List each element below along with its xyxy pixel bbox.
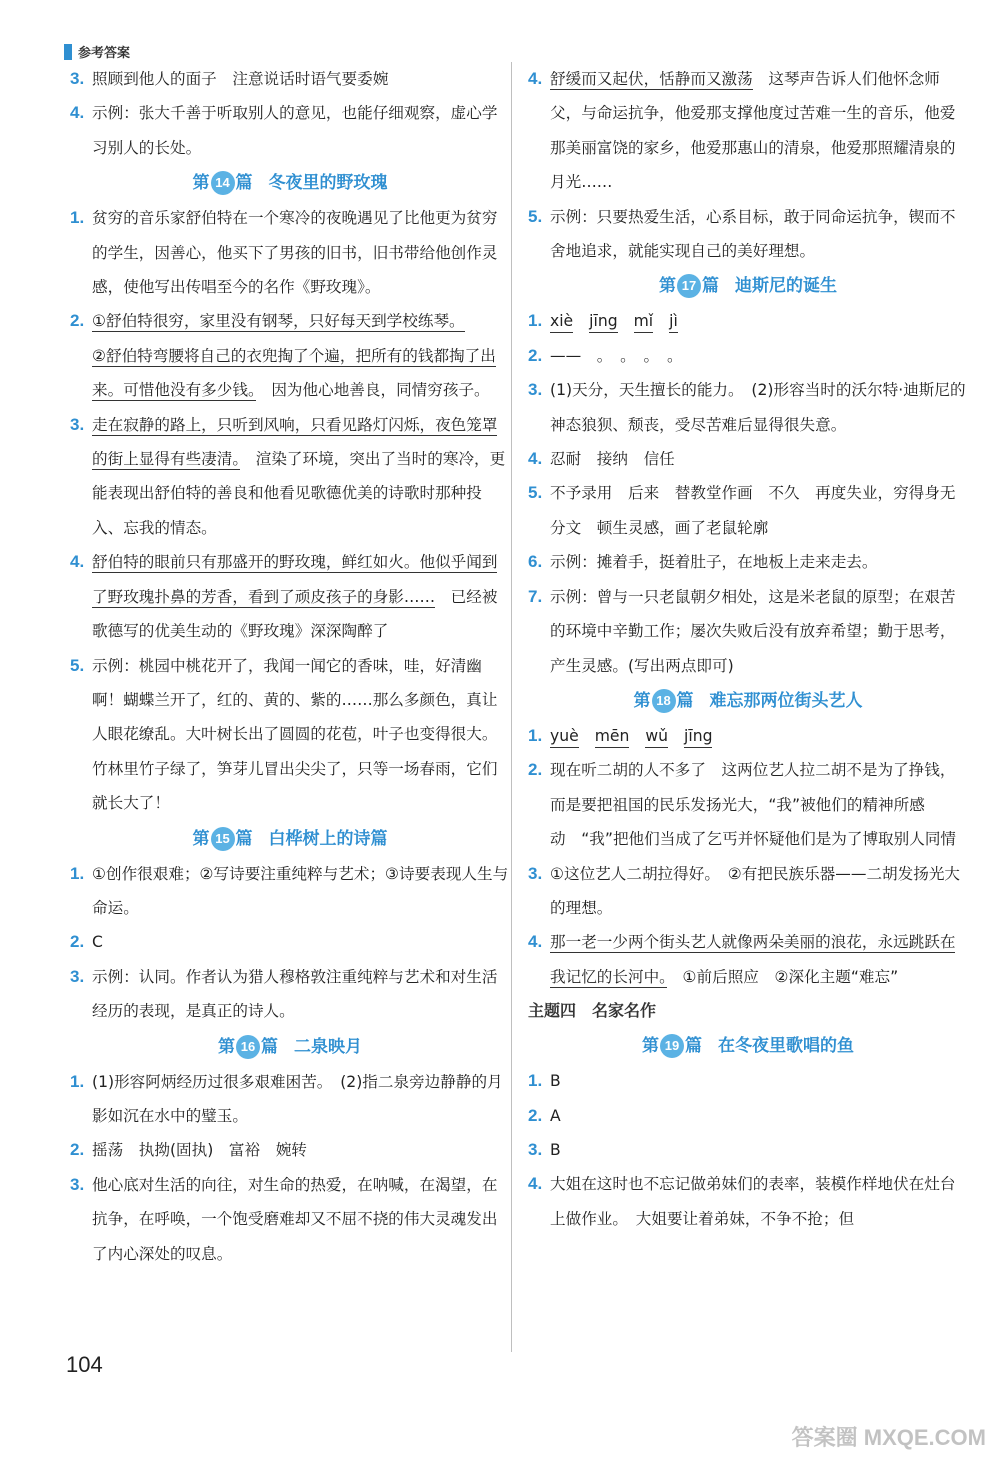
underlined-answer: ①舒伯特很穷，家里没有钢琴，只好每天到学校练琴。 <box>92 312 465 331</box>
theme-label: 主题四 <box>528 1001 577 1021</box>
underlined-answer: 舒缓而又起伏，恬静而又激荡 <box>550 70 753 88</box>
pinyin-answers <box>550 304 968 338</box>
underlined-answer: 走在寂静的路上，只听到风响，只看见路灯闪烁，夜色笼罩的街上显得有些凄清。 <box>92 415 498 469</box>
answer-text: B <box>550 1140 561 1159</box>
answer-text: 忍耐 接纳 信任 <box>550 450 675 469</box>
answer-text: ①创作很艰难；②写诗要注重纯粹与艺术；③诗要表现人生与命运。 <box>92 864 509 917</box>
pinyin-answers <box>550 719 968 753</box>
article-suffix: 篇 <box>235 173 253 194</box>
question-item <box>70 1133 510 1167</box>
article-prefix: 第 <box>633 690 651 711</box>
right-column <box>528 62 968 1236</box>
watermark-logo: 答案圈 MXQE.COM <box>791 1425 986 1450</box>
question-number: 4. <box>528 449 543 469</box>
question-item <box>70 201 510 304</box>
answer-text: 现在听二胡的人不多了 这两位艺人拉二胡不是为了挣钱，而是要把祖国的民乐发扬光大，“我”被他们的精神所感动 “我”把他们当成了乞丐并怀疑他们是为了博取别人同情 <box>550 761 957 849</box>
question-number: 3. <box>528 380 543 400</box>
question-number: 1. <box>528 311 543 331</box>
underlined-answer: 那一老一少两个街头艺人就像两朵美丽的浪花，永远跳跃在我记忆的长河中。 <box>550 933 956 986</box>
column-divider <box>511 62 512 1352</box>
question-item <box>528 545 968 579</box>
article-heading-16 <box>70 1029 510 1065</box>
question-number: 4. <box>70 103 85 123</box>
pinyin-answer: mǐ <box>634 310 654 333</box>
question-number: 2. <box>70 932 85 952</box>
question-item <box>70 925 510 959</box>
article-number-badge: 16 <box>236 1035 260 1059</box>
article-title: 白桦树上的诗篇 <box>268 828 388 849</box>
article-heading-19 <box>528 1028 968 1064</box>
article-heading-14 <box>70 165 510 201</box>
answer-text: 示例：只要热爱生活，心系目标，敢于同命运抗争，锲而不舍地追求，就能实现自己的美好理想。 <box>550 207 956 261</box>
answer-text: A <box>550 1106 561 1125</box>
question-number: 2. <box>528 345 543 365</box>
question-item <box>528 1064 968 1098</box>
question-item <box>528 339 968 373</box>
question-number: 4. <box>528 69 543 88</box>
question-number: 1. <box>528 725 543 745</box>
article-title: 在冬夜里歌唱的鱼 <box>718 1036 854 1057</box>
article-heading-18 <box>528 683 968 719</box>
question-item <box>528 476 968 545</box>
question-item <box>70 304 510 407</box>
answer-text: 示例：张大千善于听取别人的意见，也能仔细观察，虚心学习别人的长处。 <box>92 104 498 157</box>
question-item <box>70 857 510 926</box>
article-suffix: 篇 <box>702 276 719 297</box>
question-number: 6. <box>528 552 543 572</box>
question-number: 2. <box>70 311 85 331</box>
question-item <box>70 408 510 546</box>
answer-rest: 因为他心地善良，同情穷孩子。 <box>255 381 490 400</box>
question-item <box>70 1065 510 1134</box>
answer-text <box>550 925 968 994</box>
question-item <box>528 580 968 683</box>
question-item <box>528 1099 968 1133</box>
question-item <box>528 62 968 200</box>
answer-text: B <box>550 1072 561 1091</box>
theme-title: 名家名作 <box>592 1001 657 1021</box>
question-item <box>528 753 968 856</box>
answer-text: 不予录用 后来 替教堂作画 不久 再度失业，穷得身无分文 顿生灵感，画了老鼠轮廓 <box>550 484 956 537</box>
question-item <box>528 373 968 442</box>
question-number: 3. <box>528 863 543 883</box>
question-number: 4. <box>528 1174 543 1194</box>
answer-text: ①这位艺人二胡拉得好。 ②有把民族乐器——二胡发扬光大的理想。 <box>550 864 961 917</box>
question-number: 2. <box>528 760 543 780</box>
answer-text: 照顾到他人的面子 注意说话时语气要委婉 <box>92 70 389 88</box>
answer-text <box>92 545 510 648</box>
question-number: 7. <box>528 586 543 606</box>
question-number: 2. <box>528 1105 543 1125</box>
pinyin-answer: jīng <box>684 725 712 748</box>
question-item <box>528 304 968 338</box>
question-number: 4. <box>70 552 85 572</box>
article-heading-15 <box>70 821 510 857</box>
left-column <box>70 62 510 1271</box>
question-number: 1. <box>70 863 85 883</box>
question-item <box>70 960 510 1029</box>
question-item <box>528 925 968 994</box>
article-number-badge: 14 <box>211 171 235 195</box>
answer-text: 示例：摊着手，挺着肚子，在地板上走来走去。 <box>550 553 878 572</box>
page-number: 104 <box>66 1352 103 1377</box>
underlined-answer: ②舒伯特弯腰将自己的衣兜掏了个遍，把所有的钱都掏了出来。可惜他没有多少钱。 <box>92 346 496 400</box>
question-number: 3. <box>528 1139 543 1159</box>
question-item <box>528 719 968 753</box>
answer-text <box>92 408 510 546</box>
question-number: 5. <box>528 483 543 503</box>
question-item <box>70 649 510 821</box>
pinyin-answer: xiè <box>550 310 573 333</box>
answer-rest: 这琴声告诉人们他怀念师父，与命运抗争，他爱那支撑他度过苦难一生的音乐，他爱那美丽富饶的家乡，他爱那惠山的清泉，他爱那照耀清泉的月光…… <box>550 70 956 192</box>
answer-text: (1)天分，天生擅长的能力。 (2)形容当时的沃尔特·迪斯尼的神态狼狈、颓丧，受尽苦难后显得很失意。 <box>550 381 966 434</box>
article-prefix: 第 <box>192 173 210 194</box>
question-item <box>70 1168 510 1271</box>
article-title: 迪斯尼的诞生 <box>735 276 837 297</box>
page-header <box>64 42 130 61</box>
article-number-badge: 15 <box>211 827 235 851</box>
question-item <box>528 442 968 476</box>
article-prefix: 第 <box>659 276 676 297</box>
answer-text <box>92 304 510 407</box>
pinyin-answer: jì <box>669 310 678 333</box>
article-suffix: 篇 <box>676 690 694 711</box>
article-title: 二泉映月 <box>294 1036 362 1057</box>
theme-heading <box>528 994 968 1028</box>
question-item <box>528 857 968 926</box>
article-suffix: 篇 <box>261 1036 278 1057</box>
article-number-badge: 19 <box>660 1034 684 1058</box>
underlined-answer: 舒伯特的眼前只有那盛开的野玫瑰，鲜红如火。他似乎闻到了野玫瑰扑鼻的芳香，看到了顽皮孩子的身影…… <box>92 553 498 606</box>
header-accent-bar <box>64 44 72 60</box>
article-prefix: 第 <box>218 1036 235 1057</box>
question-number: 5. <box>528 206 543 226</box>
pinyin-answer: mēn <box>595 725 630 748</box>
answer-rest: 已经被歌德写的优美生动的《野玫瑰》深深陶醉了 <box>92 587 498 641</box>
answer-rest: 渲染了环境，突出了当时的寒冷，更能表现出舒伯特的善良和他看见歌德优美的诗歌时那种投入、忘我的情态。 <box>92 450 506 537</box>
article-title: 冬夜里的野玫瑰 <box>268 173 388 194</box>
question-number: 2. <box>70 1140 85 1160</box>
header-label: 参考答案 <box>78 46 131 61</box>
article-suffix: 篇 <box>685 1036 702 1057</box>
pinyin-answer: wǔ <box>645 725 668 748</box>
question-number: 4. <box>528 932 543 952</box>
question-number: 3. <box>70 414 85 434</box>
article-number-badge: 17 <box>677 274 701 298</box>
answer-text: 摇荡 执拗(固执) 富裕 婉转 <box>92 1141 307 1160</box>
question-number: 3. <box>70 1174 85 1194</box>
answer-text <box>550 62 968 200</box>
answer-text: 贫穷的音乐家舒伯特在一个寒冷的夜晚遇见了比他更为贫穷的学生，因善心，他买下了男孩的旧书，旧书带给他创作灵感，使他写出传唱至今的名作《野玫瑰》。 <box>92 209 498 297</box>
question-number: 3. <box>70 69 85 88</box>
answer-text: 示例：曾与一只老鼠朝夕相处，这是米老鼠的原型；在艰苦的环境中辛勤工作；屡次失败后没有放弃希望；勤于思考，产生灵感。(写出两点即可) <box>550 587 956 675</box>
article-prefix: 第 <box>642 1036 659 1057</box>
pinyin-answer: yuè <box>550 725 579 748</box>
article-prefix: 第 <box>192 828 210 849</box>
question-item <box>70 545 510 648</box>
answer-text: C <box>92 933 103 952</box>
pinyin-answer: jīng <box>589 310 617 333</box>
question-item <box>70 62 510 96</box>
question-item <box>528 200 968 269</box>
article-suffix: 篇 <box>235 828 253 849</box>
question-number: 3. <box>70 966 85 986</box>
answer-rest: ①前后照应 ②深化主题“难忘” <box>666 967 899 986</box>
question-number: 1. <box>70 1071 85 1091</box>
answer-text: 他心底对生活的向往，对生命的热爱，在呐喊，在渴望，在抗争，在呼唤，一个饱受磨难却又不屈不挠的伟大灵魂发出了内心深处的叹息。 <box>92 1175 498 1263</box>
question-item <box>528 1167 968 1236</box>
answer-text: 示例：认同。作者认为猎人穆格敦注重纯粹与艺术和对生活经历的表现，是真正的诗人。 <box>92 967 498 1021</box>
article-number-badge: 18 <box>652 689 676 713</box>
answer-text: 示例：桃园中桃花开了，我闻一闻它的香味，哇，好清幽啊！蝴蝶兰开了，红的、黄的、紫的……那么多颜色，真让人眼花缭乱。大叶树长出了圆圆的花苞，叶子也变得很大。竹林里竹子绿了，笋芽儿冒出尖尖了，只等一场春雨，它们就长大了！ <box>92 656 498 813</box>
question-number: 1. <box>70 208 85 228</box>
question-item <box>528 1133 968 1167</box>
answer-text: (1)形容阿炳经历过很多艰难困苦。 (2)指二泉旁边静静的月影如沉在水中的璧玉。 <box>92 1072 503 1125</box>
article-title: 难忘那两位街头艺人 <box>709 690 863 711</box>
question-number: 5. <box>70 655 85 675</box>
question-item <box>70 96 510 165</box>
answer-text: —— 。 。 。 。 <box>550 346 683 365</box>
question-number: 1. <box>528 1071 543 1091</box>
article-heading-17 <box>528 268 968 304</box>
answer-text: 大姐在这时也不忘记做弟妹们的表率，装模作样地伏在灶台上做作业。 大姐要让着弟妹，不争不抢；但 <box>550 1175 956 1228</box>
